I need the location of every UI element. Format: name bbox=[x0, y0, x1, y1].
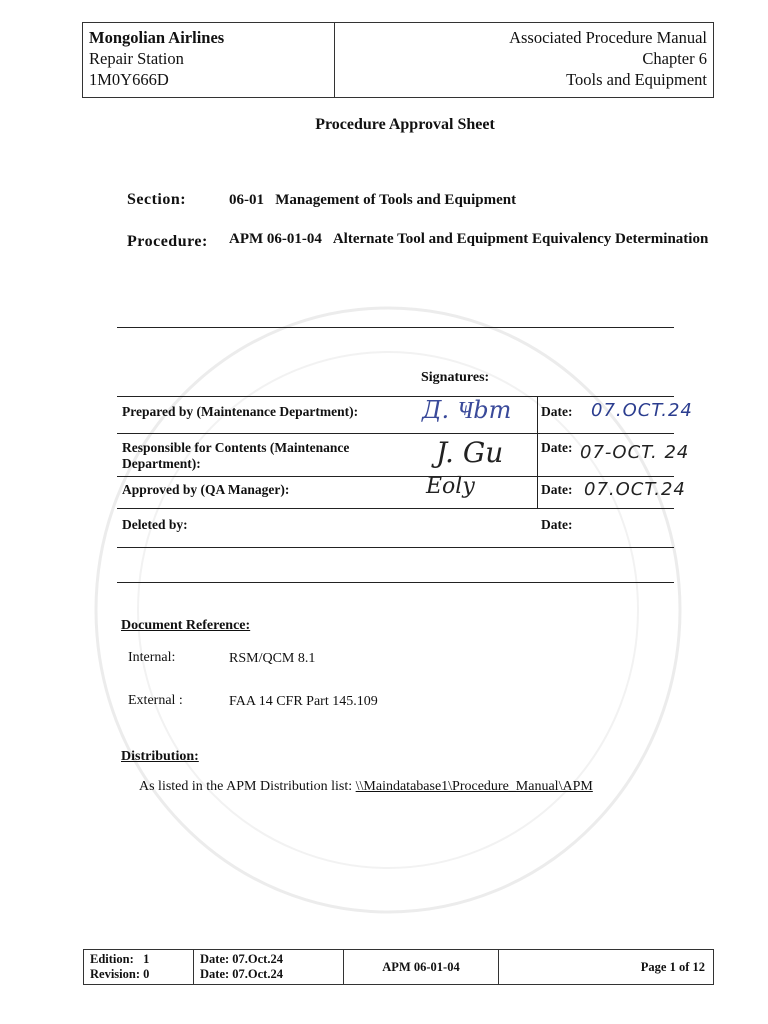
internal-value: RSM/QCM 8.1 bbox=[229, 651, 316, 666]
signature-row-line bbox=[117, 547, 674, 548]
signature-row-label: Responsible for Contents (Maintenance Department): bbox=[122, 440, 350, 471]
signature-approved: Eoly bbox=[426, 474, 475, 499]
internal-label: Internal: bbox=[128, 650, 176, 665]
date-label: Date: bbox=[541, 517, 573, 532]
certificate-number: 1M0Y666D bbox=[89, 70, 169, 89]
distribution-path-link[interactable]: \\Maindatabase1\Procedure_Manual\APM bbox=[355, 779, 593, 794]
signature-column-line bbox=[537, 396, 538, 508]
section-label: Section: bbox=[127, 191, 187, 208]
chapter-topic: Tools and Equipment bbox=[566, 70, 707, 89]
signature-row-line bbox=[117, 508, 674, 509]
date-label: Date: bbox=[541, 482, 573, 497]
footer-edition-cell bbox=[84, 950, 194, 984]
station-name: Repair Station bbox=[89, 49, 184, 68]
procedure-value bbox=[229, 230, 709, 249]
signature-responsible: J. Gu bbox=[436, 436, 504, 469]
header-right bbox=[335, 23, 713, 97]
date-responsible: 07-OCT. 24 bbox=[580, 442, 690, 463]
signature-row-line bbox=[117, 433, 674, 434]
page-title: Procedure Approval Sheet bbox=[315, 116, 495, 133]
seal-watermark bbox=[88, 300, 688, 920]
header-box bbox=[82, 22, 714, 98]
footer-page-number: Page 1 of 12 bbox=[640, 959, 705, 974]
section-value: 06-01 Management of Tools and Equipment bbox=[229, 192, 517, 208]
footer-date-cell bbox=[194, 950, 344, 984]
signature-row-label: Deleted by: bbox=[122, 517, 188, 532]
signatures-title: Signatures: bbox=[421, 370, 490, 385]
external-value: FAA 14 CFR Part 145.109 bbox=[229, 694, 378, 709]
chapter-number: Chapter 6 bbox=[642, 49, 707, 68]
distribution-text bbox=[139, 779, 593, 795]
signature-row-label: Prepared by (Maintenance Department): bbox=[122, 404, 359, 419]
manual-name: Associated Procedure Manual bbox=[509, 28, 707, 47]
procedure-code: APM 06-01-04 bbox=[229, 231, 322, 247]
signature-row-line bbox=[117, 396, 674, 397]
divider-top bbox=[117, 327, 674, 328]
external-label: External : bbox=[128, 693, 183, 708]
company-name: Mongolian Airlines bbox=[89, 28, 225, 47]
date-label: Date: bbox=[541, 440, 573, 455]
date-prepared: 07.OCT.24 bbox=[591, 400, 693, 421]
distribution-label: As listed in the APM Distribution list: bbox=[139, 779, 356, 794]
procedure-title: Alternate Tool and Equipment Equivalency Determination bbox=[332, 231, 709, 247]
footer-box bbox=[83, 949, 714, 985]
revision-date: Date: 07.Oct.24 bbox=[200, 967, 283, 981]
document-reference-title: Document Reference: bbox=[121, 618, 251, 633]
signature-prepared: Д. Ҹbm bbox=[422, 396, 512, 424]
divider-bottom bbox=[117, 582, 674, 583]
edition-date: Date: 07.Oct.24 bbox=[200, 952, 283, 966]
signature-row-label: Approved by (QA Manager): bbox=[122, 482, 290, 497]
revision-text: Revision: 0 bbox=[90, 967, 150, 981]
distribution-title: Distribution: bbox=[121, 749, 199, 764]
signature-row-line bbox=[117, 476, 674, 477]
procedure-label: Procedure: bbox=[127, 233, 208, 250]
date-approved: 07.OCT.24 bbox=[584, 479, 686, 500]
date-label: Date: bbox=[541, 404, 573, 419]
footer-doc-code: APM 06-01-04 bbox=[344, 950, 499, 984]
edition-text: Edition: 1 bbox=[90, 952, 150, 966]
header-left bbox=[83, 23, 335, 97]
